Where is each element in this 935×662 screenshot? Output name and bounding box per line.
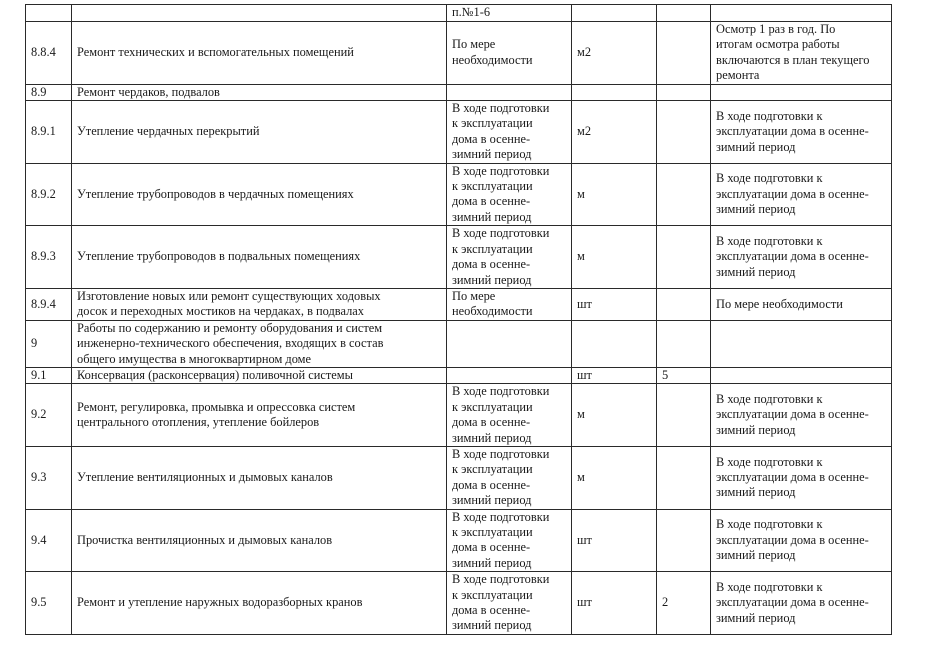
table-row bbox=[26, 226, 892, 289]
cell-quantity bbox=[657, 163, 711, 226]
cell-line: зимний период bbox=[716, 610, 796, 625]
cell-line: Работы по содержанию и ремонту оборудования и систем bbox=[77, 320, 383, 335]
cell-unit: шт bbox=[572, 572, 657, 635]
cell-line: В ходе подготовки к bbox=[716, 171, 823, 186]
cell-number: 9.3 bbox=[26, 446, 72, 509]
cell-unit: м bbox=[572, 226, 657, 289]
cell-line: эксплуатации дома в осенне- bbox=[716, 249, 869, 264]
cell-work-name bbox=[72, 84, 447, 100]
cell-work-name bbox=[72, 509, 447, 572]
cell-note bbox=[711, 101, 892, 164]
cell-number: 8.9.2 bbox=[26, 163, 72, 226]
cell-line: к эксплуатации bbox=[452, 241, 533, 256]
cell-number: 8.9.4 bbox=[26, 288, 72, 320]
cell-unit: м bbox=[572, 163, 657, 226]
cell-line: Утепление чердачных перекрытий bbox=[77, 124, 260, 139]
cell-line: дома в осенне- bbox=[452, 477, 531, 492]
cell-work-name bbox=[72, 446, 447, 509]
table-row bbox=[26, 572, 892, 635]
cell-note bbox=[711, 288, 892, 320]
cell-line: зимний период bbox=[716, 485, 796, 500]
cell-line: В ходе подготовки bbox=[452, 572, 550, 587]
cell-line: Утепление вентиляционных и дымовых каналов bbox=[77, 470, 333, 485]
cell-number: 8.9.1 bbox=[26, 101, 72, 164]
cell-number: 9.4 bbox=[26, 509, 72, 572]
cell-line: В ходе подготовки к bbox=[716, 233, 823, 248]
table-row bbox=[26, 320, 892, 367]
cell-line: В ходе подготовки к bbox=[716, 108, 823, 123]
cell-line: эксплуатации дома в осенне- bbox=[716, 532, 869, 547]
cell-line: общего имущества в многоквартирном доме bbox=[77, 351, 312, 366]
cell-line: ремонта bbox=[716, 68, 760, 83]
cell-number bbox=[26, 5, 72, 22]
cell-period bbox=[447, 446, 572, 509]
cell-note bbox=[711, 384, 892, 447]
cell-number: 9.2 bbox=[26, 384, 72, 447]
cell-period bbox=[447, 572, 572, 635]
cell-period bbox=[447, 5, 572, 22]
table-row bbox=[26, 446, 892, 509]
cell-line: Консервация (расконсервация) поливочной системы bbox=[77, 367, 353, 382]
cell-line: дома в осенне- bbox=[452, 194, 531, 209]
cell-line: к эксплуатации bbox=[452, 525, 533, 539]
cell-line: к эксплуатации bbox=[452, 462, 533, 477]
cell-line: Ремонт, регулировка, промывка и опрессовка систем bbox=[77, 399, 356, 414]
cell-note bbox=[711, 163, 892, 226]
cell-line: включаются в план текущего bbox=[716, 52, 870, 67]
cell-line: дома в осенне- bbox=[452, 131, 531, 146]
cell-line: Утепление трубопроводов в подвальных помещениях bbox=[77, 249, 361, 264]
cell-quantity bbox=[657, 84, 711, 100]
cell-number: 9.5 bbox=[26, 572, 72, 635]
cell-work-name bbox=[72, 5, 447, 22]
table-row bbox=[26, 84, 892, 100]
table-row bbox=[26, 288, 892, 320]
cell-work-name bbox=[72, 226, 447, 289]
cell-line: Изготовление новых или ремонт существующих ходовых bbox=[77, 288, 381, 303]
cell-line: зимний период bbox=[452, 430, 532, 445]
cell-line: к эксплуатации bbox=[452, 399, 533, 414]
cell-unit: м bbox=[572, 446, 657, 509]
cell-line: В ходе подготовки bbox=[452, 509, 550, 524]
cell-unit: м2 bbox=[572, 22, 657, 85]
cell-line: эксплуатации дома в осенне- bbox=[716, 407, 869, 422]
cell-line: По мере bbox=[452, 37, 496, 52]
cell-quantity bbox=[657, 509, 711, 572]
cell-number: 9 bbox=[26, 320, 72, 367]
cell-note bbox=[711, 22, 892, 85]
cell-line: дома в осенне- bbox=[452, 603, 531, 618]
cell-unit bbox=[572, 84, 657, 100]
table-row bbox=[26, 101, 892, 164]
cell-line: Ремонт и утепление наружных водоразборных кранов bbox=[77, 595, 363, 610]
table-row bbox=[26, 22, 892, 85]
table-body bbox=[26, 5, 892, 635]
cell-line: Прочистка вентиляционных и дымовых каналов bbox=[77, 532, 333, 547]
cell-note bbox=[711, 320, 892, 367]
cell-line: Ремонт технических и вспомогательных помещений bbox=[77, 45, 354, 60]
table-row bbox=[26, 367, 892, 383]
cell-line: В ходе подготовки к bbox=[716, 579, 823, 594]
cell-line: В ходе подготовки bbox=[452, 163, 550, 178]
cell-unit: шт bbox=[572, 509, 657, 572]
cell-line: зимний период bbox=[452, 555, 532, 570]
cell-work-name bbox=[72, 572, 447, 635]
cell-line: дома в осенне- bbox=[452, 415, 531, 430]
cell-line: зимний период bbox=[716, 139, 796, 154]
cell-line: необходимости bbox=[452, 52, 533, 67]
cell-line: В ходе подготовки к bbox=[716, 392, 823, 407]
cell-period bbox=[447, 226, 572, 289]
cell-line: По мере bbox=[452, 288, 496, 303]
cell-line: зимний период bbox=[716, 202, 796, 217]
cell-unit: м2 bbox=[572, 101, 657, 164]
cell-unit bbox=[572, 320, 657, 367]
cell-period bbox=[447, 320, 572, 367]
cell-line: эксплуатации дома в осенне- bbox=[716, 470, 869, 485]
cell-line: В ходе подготовки к bbox=[716, 454, 823, 469]
cell-quantity: 5 bbox=[657, 367, 711, 383]
cell-line: дома в осенне- bbox=[452, 540, 531, 555]
cell-quantity bbox=[657, 384, 711, 447]
cell-quantity bbox=[657, 288, 711, 320]
cell-period bbox=[447, 384, 572, 447]
cell-line: к эксплуатации bbox=[452, 179, 533, 194]
table-row bbox=[26, 384, 892, 447]
cell-line: Утепление трубопроводов в чердачных помещениях bbox=[77, 186, 354, 201]
cell-line: центрального отопления, утепление бойлеров bbox=[77, 415, 320, 430]
cell-period bbox=[447, 367, 572, 383]
cell-line: В ходе подготовки bbox=[452, 101, 550, 116]
table-row bbox=[26, 509, 892, 572]
cell-quantity bbox=[657, 22, 711, 85]
cell-line: к эксплуатации bbox=[452, 116, 533, 131]
cell-number: 8.9.3 bbox=[26, 226, 72, 289]
cell-period bbox=[447, 163, 572, 226]
cell-number: 8.9 bbox=[26, 84, 72, 100]
table-row bbox=[26, 5, 892, 22]
cell-line: Ремонт чердаков, подвалов bbox=[77, 84, 220, 99]
cell-period bbox=[447, 84, 572, 100]
cell-quantity bbox=[657, 5, 711, 22]
cell-note bbox=[711, 367, 892, 383]
cell-period bbox=[447, 101, 572, 164]
cell-note bbox=[711, 509, 892, 572]
cell-note bbox=[711, 5, 892, 22]
cell-line: В ходе подготовки bbox=[452, 446, 550, 461]
cell-line: дома в осенне- bbox=[452, 257, 531, 272]
cell-period bbox=[447, 288, 572, 320]
cell-line: эксплуатации дома в осенне- bbox=[716, 186, 869, 201]
cell-line: к эксплуатации bbox=[452, 587, 533, 602]
cell-unit bbox=[572, 5, 657, 22]
cell-work-name bbox=[72, 384, 447, 447]
cell-quantity bbox=[657, 320, 711, 367]
cell-line: итогам осмотра работы bbox=[716, 37, 840, 52]
cell-line: В ходе подготовки к bbox=[716, 517, 823, 532]
cell-line: эксплуатации дома в осенне- bbox=[716, 124, 869, 139]
cell-note bbox=[711, 572, 892, 635]
cell-work-name bbox=[72, 320, 447, 367]
cell-line: зимний период bbox=[452, 147, 532, 162]
cell-line: зимний период bbox=[452, 272, 532, 287]
cell-unit: шт bbox=[572, 288, 657, 320]
cell-line: По мере необходимости bbox=[716, 296, 843, 311]
cell-number: 8.8.4 bbox=[26, 22, 72, 85]
cell-line: В ходе подготовки bbox=[452, 226, 550, 241]
cell-quantity bbox=[657, 446, 711, 509]
works-table bbox=[25, 4, 892, 635]
cell-quantity: 2 bbox=[657, 572, 711, 635]
cell-quantity bbox=[657, 101, 711, 164]
cell-unit: м bbox=[572, 384, 657, 447]
cell-line: Осмотр 1 раз в год. По bbox=[716, 22, 836, 36]
cell-work-name bbox=[72, 163, 447, 226]
cell-note bbox=[711, 226, 892, 289]
cell-line: эксплуатации дома в осенне- bbox=[716, 595, 869, 610]
cell-line: необходимости bbox=[452, 304, 533, 319]
cell-number: 9.1 bbox=[26, 367, 72, 383]
cell-note bbox=[711, 84, 892, 100]
cell-unit: шт bbox=[572, 367, 657, 383]
cell-line: зимний период bbox=[452, 209, 532, 224]
cell-line: зимний период bbox=[452, 618, 532, 633]
cell-work-name bbox=[72, 22, 447, 85]
cell-line: п.№1-6 bbox=[452, 5, 491, 20]
cell-line: зимний период bbox=[716, 548, 796, 563]
cell-line: зимний период bbox=[716, 264, 796, 279]
cell-work-name bbox=[72, 288, 447, 320]
cell-period bbox=[447, 509, 572, 572]
cell-line: зимний период bbox=[716, 422, 796, 437]
cell-period bbox=[447, 22, 572, 85]
cell-work-name bbox=[72, 367, 447, 383]
cell-work-name bbox=[72, 101, 447, 164]
table-row bbox=[26, 163, 892, 226]
cell-line: досок и переходных мостиков на чердаках, в подвалах bbox=[77, 304, 364, 319]
cell-note bbox=[711, 446, 892, 509]
cell-quantity bbox=[657, 226, 711, 289]
cell-line: инженерно-технического обеспечения, входящих в состав bbox=[77, 336, 384, 351]
cell-line: зимний период bbox=[452, 493, 532, 508]
cell-line: В ходе подготовки bbox=[452, 384, 550, 399]
